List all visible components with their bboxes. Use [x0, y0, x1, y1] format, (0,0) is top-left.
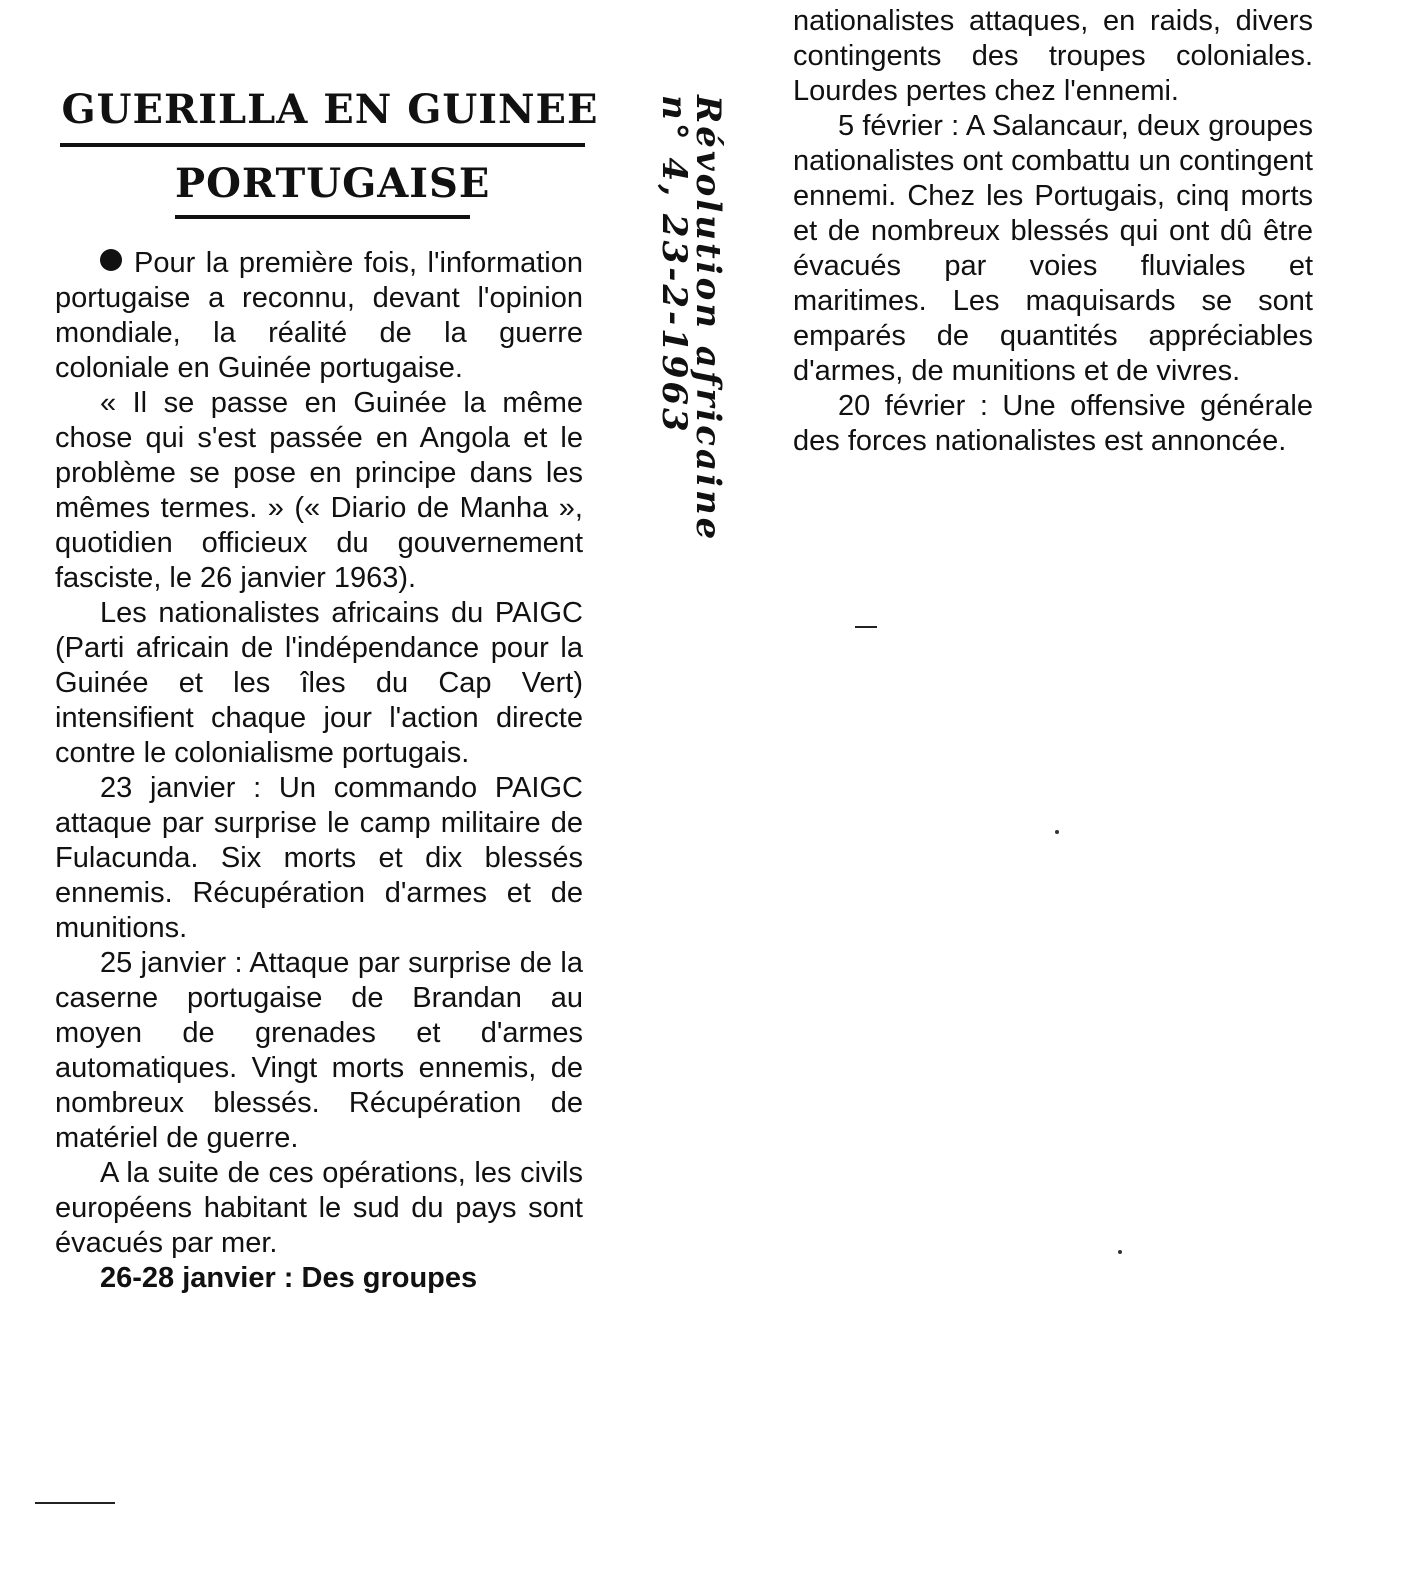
paragraph: 23 janvier : Un commando PAIGC attaque par surprise le camp militaire de Fulacunda. Six morts et dix blessés ennemis. Récupération d'armes et de munitions.	[55, 772, 583, 944]
article-right-column	[793, 4, 1313, 459]
end-mark	[855, 626, 877, 628]
speck	[1118, 1250, 1122, 1254]
paragraph: Les nationalistes africains du PAIGC (Parti africain de l'indépendance pour la Guinée et les îles du Cap Vert) intensifient chaque jour l'action directe contre le colonialisme portugais.	[55, 597, 583, 769]
headline-rule	[175, 215, 470, 219]
paragraph-text: Pour la première fois, l'information portugaise a reconnu, devant l'opinion mondiale, la réalité de la guerre coloniale en Guinée portugaise.	[55, 247, 583, 384]
headline-rule	[60, 143, 585, 147]
paragraph: 25 janvier : Attaque par surprise de la caserne portugaise de Brandan au moyen de grenades et d'armes automatiques. Vingt morts ennemis, de nombreux blessés. Récupération de matériel de guerre.	[55, 947, 583, 1154]
article-left-column	[55, 246, 583, 1296]
speck	[1055, 830, 1059, 834]
headline-line-2: PORTUGAISE	[175, 160, 491, 207]
paragraph: A la suite de ces opérations, les civils européens habitant le sud du pays sont évacués par mer.	[55, 1157, 583, 1259]
annotation-line-2: n° 4, 23-2-1963	[654, 95, 694, 435]
headline-line-1: GUERILLA EN GUINEE	[61, 86, 599, 133]
paragraph: 26-28 janvier : Des groupes	[100, 1262, 478, 1294]
paragraph	[55, 246, 583, 386]
handwritten-annotation	[654, 95, 728, 695]
annotation-line-1: Révolution africaine	[688, 95, 728, 543]
divider-mark	[35, 1502, 115, 1504]
bullet-icon	[100, 249, 122, 271]
paragraph: 20 février : Une offensive générale des forces nationalistes est annoncée.	[793, 390, 1313, 457]
paragraph: « Il se passe en Guinée la même chose qui s'est passée en Angola et le problème se pose en principe dans les mêmes termes. » (« Diario de Manha », quotidien officieux du gouvernement fasciste, le 26 janvier 1963).	[55, 387, 583, 594]
paragraph: 5 février : A Salancaur, deux groupes nationalistes ont combattu un contingent ennemi. Chez les Portugais, cinq morts et de nombreux blessés qui ont dû être évacués par voies fluviales et maritimes. Les maquisards se sont emparés de quantités appréciables d'armes, de munitions et de vivres.	[793, 110, 1313, 387]
paragraph: nationalistes attaques, en raids, divers contingents des troupes coloniales. Lourdes pertes chez l'ennemi.	[793, 5, 1313, 107]
